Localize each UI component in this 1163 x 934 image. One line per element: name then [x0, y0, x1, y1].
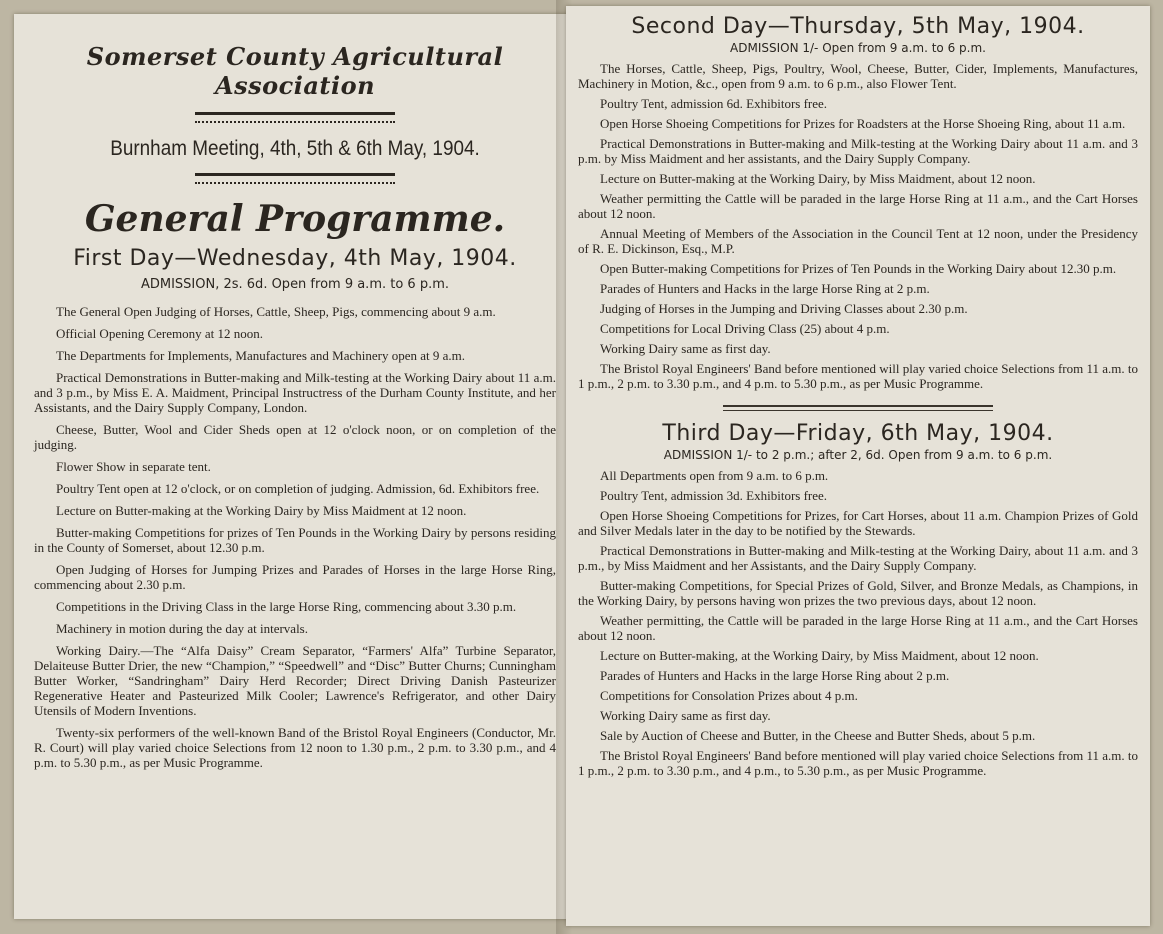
- programme-item: The Bristol Royal Engineers' Band before mentioned will play varied choice Selections from 11 a.m. to 1 p.m., 2 p.m. to 3.30 p.m., and 4 p.m. to 5.30 p.m., as per Music Programme.: [578, 361, 1138, 391]
- programme-item: Weather permitting the Cattle will be paraded in the large Horse Ring at 11 a.m., and the Cart Horses about 12 noon.: [578, 191, 1138, 221]
- meeting-heading: Burnham Meeting, 4th, 5th & 6th May, 1904.: [110, 137, 480, 160]
- programme-item: Twenty-six performers of the well-known Band of the Bristol Royal Engineers (Conductor, Mr. R. Court) will play varied choice Selections from 12 noon to 1.30 p.m., 2 p.m. to 3.30 p.m., and 4 p.m. to 5.30 p.m., as per Music Programme.: [34, 725, 556, 770]
- first-day-admission: ADMISSION, 2s. 6d. Open from 9 a.m. to 6 p.m.: [140, 277, 450, 292]
- programme-item: Competitions for Consolation Prizes about 4 p.m.: [600, 688, 858, 703]
- ornamental-rule: [195, 112, 395, 123]
- ornamental-rule: [195, 173, 395, 184]
- programme-item: Working Dairy same as first day.: [600, 341, 771, 356]
- first-day-items: [34, 304, 556, 770]
- programme-item: All Departments open from 9 a.m. to 6 p.m.: [600, 468, 829, 483]
- section-divider: [723, 405, 993, 411]
- programme-item: Weather permitting, the Cattle will be paraded in the large Horse Ring at 11 a.m., and the Cart Horses about 12 noon.: [578, 613, 1138, 643]
- programme-item: Competitions in the Driving Class in the large Horse Ring, commencing about 3.30 p.m.: [56, 599, 517, 614]
- third-day-title: Third Day—Friday, 6th May, 1904.: [662, 421, 1054, 446]
- programme-item: Judging of Horses in the Jumping and Driving Classes about 2.30 p.m.: [600, 301, 968, 316]
- second-day-title: Second Day—Thursday, 5th May, 1904.: [631, 14, 1085, 39]
- programme-item: Parades of Hunters and Hacks in the large Horse Ring at 2 p.m.: [600, 281, 930, 296]
- programme-item: Practical Demonstrations in Butter-making and Milk-testing at the Working Dairy about 11 a.m. and 3 p.m., by Miss E. A. Maidment, Principal Instructress of the Durham County Institute, and her Assistants, and the Dairy Supply Company, London.: [34, 370, 556, 415]
- association-heading: Somerset County Agricultural Association: [86, 42, 504, 100]
- left-column: [34, 32, 556, 777]
- programme-item: The Horses, Cattle, Sheep, Pigs, Poultry, Wool, Cheese, Butter, Cider, Implements, Manufactures, Machinery in Motion, &c., open from 9 a.m. to 6 p.m., also Flower Tent.: [578, 61, 1138, 91]
- programme-item: Open Horse Shoeing Competitions for Prizes, for Cart Horses, about 11 a.m. Champion Prizes of Gold and Silver Medals later in the day to be notified by the Stewards.: [578, 508, 1138, 538]
- programme-item: Practical Demonstrations in Butter-making and Milk-testing at the Working Dairy, about 11 a.m. and 3 p.m., by Miss Maidment and her Assistants, and the Dairy Supply Company.: [578, 543, 1138, 573]
- programme-item: Butter-making Competitions for prizes of Ten Pounds in the Working Dairy by persons residing in the County of Somerset, about 12.30 p.m.: [34, 525, 556, 555]
- programme-item: The Departments for Implements, Manufactures and Machinery open at 9 a.m.: [56, 348, 465, 363]
- programme-item: Lecture on Butter-making, at the Working Dairy, by Miss Maidment, about 12 noon.: [600, 648, 1039, 663]
- programme-item: Butter-making Competitions, for Special Prizes of Gold, Silver, and Bronze Medals, as Champions, in the Working Dairy, by persons having won prizes the two previous days, about 12 noon.: [578, 578, 1138, 608]
- programme-item: Poultry Tent open at 12 o'clock, or on completion of judging. Admission, 6d. Exhibitors free.: [56, 481, 540, 496]
- programme-item: Open Judging of Horses for Jumping Prizes and Parades of Horses in the large Horse Ring, commencing about 2.30 p.m.: [34, 562, 556, 592]
- programme-item: Flower Show in separate tent.: [56, 459, 211, 474]
- programme-item: Cheese, Butter, Wool and Cider Sheds open at 12 o'clock noon, or on completion of the judging.: [34, 422, 556, 452]
- programme-item: Sale by Auction of Cheese and Butter, in the Cheese and Butter Sheds, about 5 p.m.: [600, 728, 1036, 743]
- programme-item: Machinery in motion during the day at intervals.: [56, 621, 308, 636]
- second-day-items: [578, 61, 1138, 391]
- programme-item: Working Dairy.—The “Alfa Daisy” Cream Separator, “Farmers' Alfa” Turbine Separator, Delaiteuse Butter Drier, the new “Champion,” “Speedwell” and “Disc” Butter Churns; Cunningham Butter Worker, “Sandringham” Dairy Herd Recorder; Direct Driving Danish Pasteurizer Regenerative Heater and Pasteurized Milk Cooler; Lawrence's Refrigerator, and other Dairy Utensils of Modern Inventions.: [34, 643, 556, 718]
- right-column: [578, 14, 1138, 783]
- programme-item: Open Horse Shoeing Competitions for Prizes for Roadsters at the Horse Shoeing Ring, about 11 a.m.: [600, 116, 1126, 131]
- programme-item: Official Opening Ceremony at 12 noon.: [56, 326, 263, 341]
- programme-title: General Programme.: [84, 198, 506, 240]
- left-sheet: [14, 14, 574, 919]
- programme-item: Lecture on Butter-making at the Working Dairy by Miss Maidment at 12 noon.: [56, 503, 467, 518]
- programme-item: Competitions for Local Driving Class (25) about 4 p.m.: [600, 321, 890, 336]
- first-day-title: First Day—Wednesday, 4th May, 1904.: [73, 246, 517, 271]
- programme-item: The Bristol Royal Engineers' Band before mentioned will play varied choice Selections from 11 a.m. to 1 p.m., 2 p.m. to 3.30 p.m., and 4 p.m., to 5.30 p.m., as per Music Programme.: [578, 748, 1138, 778]
- right-sheet: [566, 6, 1150, 926]
- programme-item: Annual Meeting of Members of the Association in the Council Tent at 12 noon, under the Presidency of R. E. Dickinson, Esq., M.P.: [578, 226, 1138, 256]
- programme-item: The General Open Judging of Horses, Cattle, Sheep, Pigs, commencing about 9 a.m.: [56, 304, 496, 319]
- programme-item: Working Dairy same as first day.: [600, 708, 771, 723]
- programme-item: Poultry Tent, admission 3d. Exhibitors free.: [600, 488, 828, 503]
- second-day-admission: ADMISSION 1/- Open from 9 a.m. to 6 p.m.: [730, 41, 986, 55]
- programme-item: Practical Demonstrations in Butter-making and Milk-testing at the Working Dairy about 11 a.m. and 3 p.m. by Miss Maidment and her assistants, and the Dairy Supply Company.: [578, 136, 1138, 166]
- programme-item: Open Butter-making Competitions for Prizes of Ten Pounds in the Working Dairy about 12.30 p.m.: [600, 261, 1117, 276]
- programme-item: Parades of Hunters and Hacks in the large Horse Ring about 2 p.m.: [600, 668, 950, 683]
- programme-item: Poultry Tent, admission 6d. Exhibitors free.: [600, 96, 828, 111]
- programme-item: Lecture on Butter-making at the Working Dairy, by Miss Maidment, about 12 noon.: [600, 171, 1036, 186]
- third-day-admission: ADMISSION 1/- to 2 p.m.; after 2, 6d. Open from 9 a.m. to 6 p.m.: [663, 448, 1053, 462]
- third-day-items: [578, 468, 1138, 778]
